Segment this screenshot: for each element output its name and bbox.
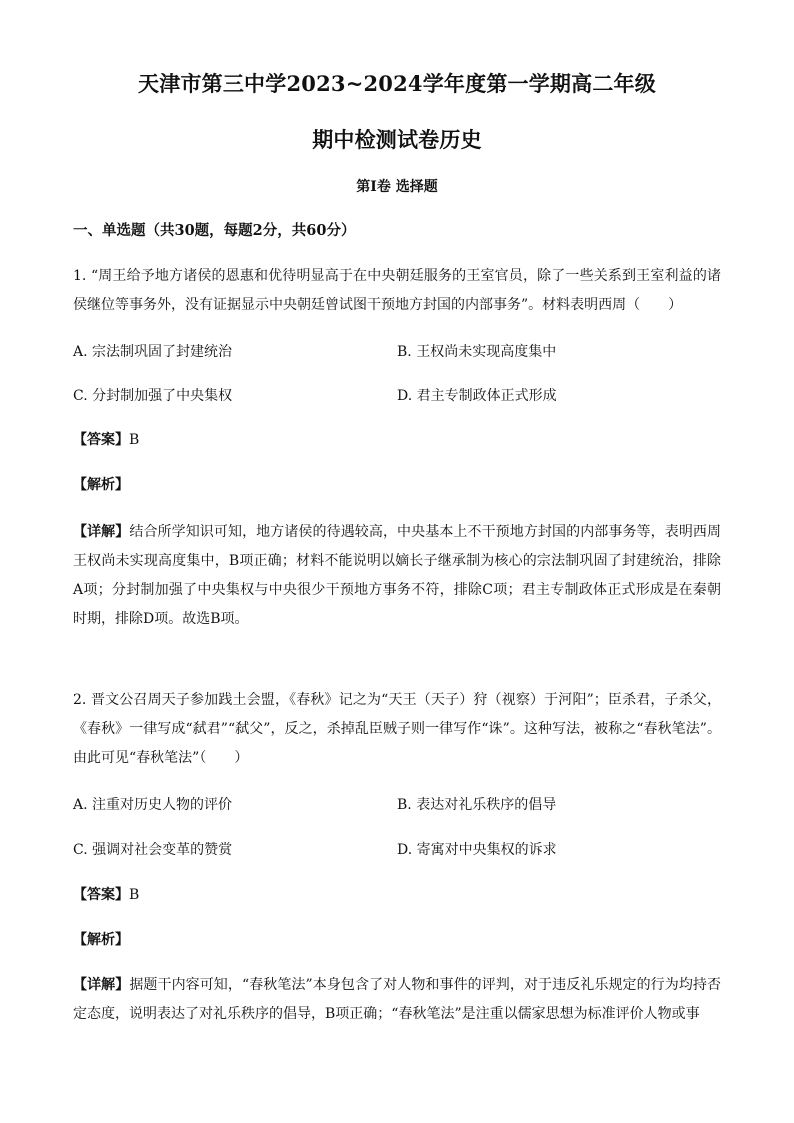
question-1-option-c: C. 分封制加强了中央集权 xyxy=(73,388,233,404)
section-title: 第Ⅰ卷 选择题 xyxy=(356,179,438,195)
detail-text: 据题干内容可知，“春秋笔法”本身包含了对人物和事件的评判，对于违反礼乐规定的行为均持否定态度，说明表达了对礼乐秩序的倡导，B项正确；“春秋笔法”是注重以儒家思想为标准评价人物或事 xyxy=(73,977,722,1022)
question-1-option-d: D. 君主专制政体正式形成 xyxy=(397,388,557,404)
answer-value: B xyxy=(129,432,140,448)
question-2-analysis xyxy=(73,930,129,950)
analysis-label: 【解析】 xyxy=(73,477,129,493)
exam-title-line1: 天津市第三中学2023~2024学年度第一学期高二年级 xyxy=(138,71,656,96)
question-2-option-b: B. 表达对礼乐秩序的倡导 xyxy=(397,797,557,813)
question-2-option-c: C. 强调对社会变革的赞赏 xyxy=(73,842,233,858)
question-2-stem: 2. 晋文公召周天子参加践土会盟，《春秋》记之为“天王（天子）狩（视察）于河阳”；臣杀君，子杀父，《春秋》一律写成“弑君”“弑父”，反之，杀掉乱臣贼子则一律写作“诛”。这种写法，被称之“春秋笔法”。由此可见“春秋笔法”（ ） xyxy=(73,692,721,766)
question-2-option-d: D. 寄寓对中央集权的诉求 xyxy=(397,842,557,858)
question-1-answer xyxy=(73,430,139,450)
detail-label: 【详解】 xyxy=(73,524,130,540)
question-1-analysis xyxy=(73,475,129,495)
answer-label: 【答案】 xyxy=(73,432,129,448)
answer-value: B xyxy=(129,887,140,903)
part-heading: 一、单选题（共30题，每题2分，共60分） xyxy=(73,222,356,239)
question-2-option-a: A. 注重对历史人物的评价 xyxy=(73,797,233,813)
question-1-stem: 1. “周王给予地方诸侯的恩惠和优待明显高于在中央朝廷服务的王室官员，除了一些关系到王室利益的诸侯继位等事务外，没有证据显示中央朝廷曾试图干预地方封国的内部事务”。材料表明西周（ ） xyxy=(73,268,721,313)
answer-label: 【答案】 xyxy=(73,887,129,903)
detail-text: 结合所学知识可知，地方诸侯的待遇较高，中央基本上不干预地方封国的内部事务等，表明西周王权尚未实现高度集中，B项正确；材料不能说明以嫡长子继承制为核心的宗法制巩固了封建统治，排除A项；分封制加强了中央集权与中央很少干预地方事务不符，排除C项；君主专制政体正式形成是在秦朝时期，排除D项。故选B项。 xyxy=(73,524,722,627)
question-1-option-b: B. 王权尚未实现高度集中 xyxy=(397,344,557,360)
question-1-detail xyxy=(73,518,721,634)
question-2-detail xyxy=(73,971,721,1029)
detail-label: 【详解】 xyxy=(73,977,130,993)
exam-title-line2: 期中检测试卷历史 xyxy=(312,127,482,152)
question-2-answer xyxy=(73,885,139,905)
analysis-label: 【解析】 xyxy=(73,932,129,948)
question-1-option-a: A. 宗法制巩固了封建统治 xyxy=(73,344,233,360)
